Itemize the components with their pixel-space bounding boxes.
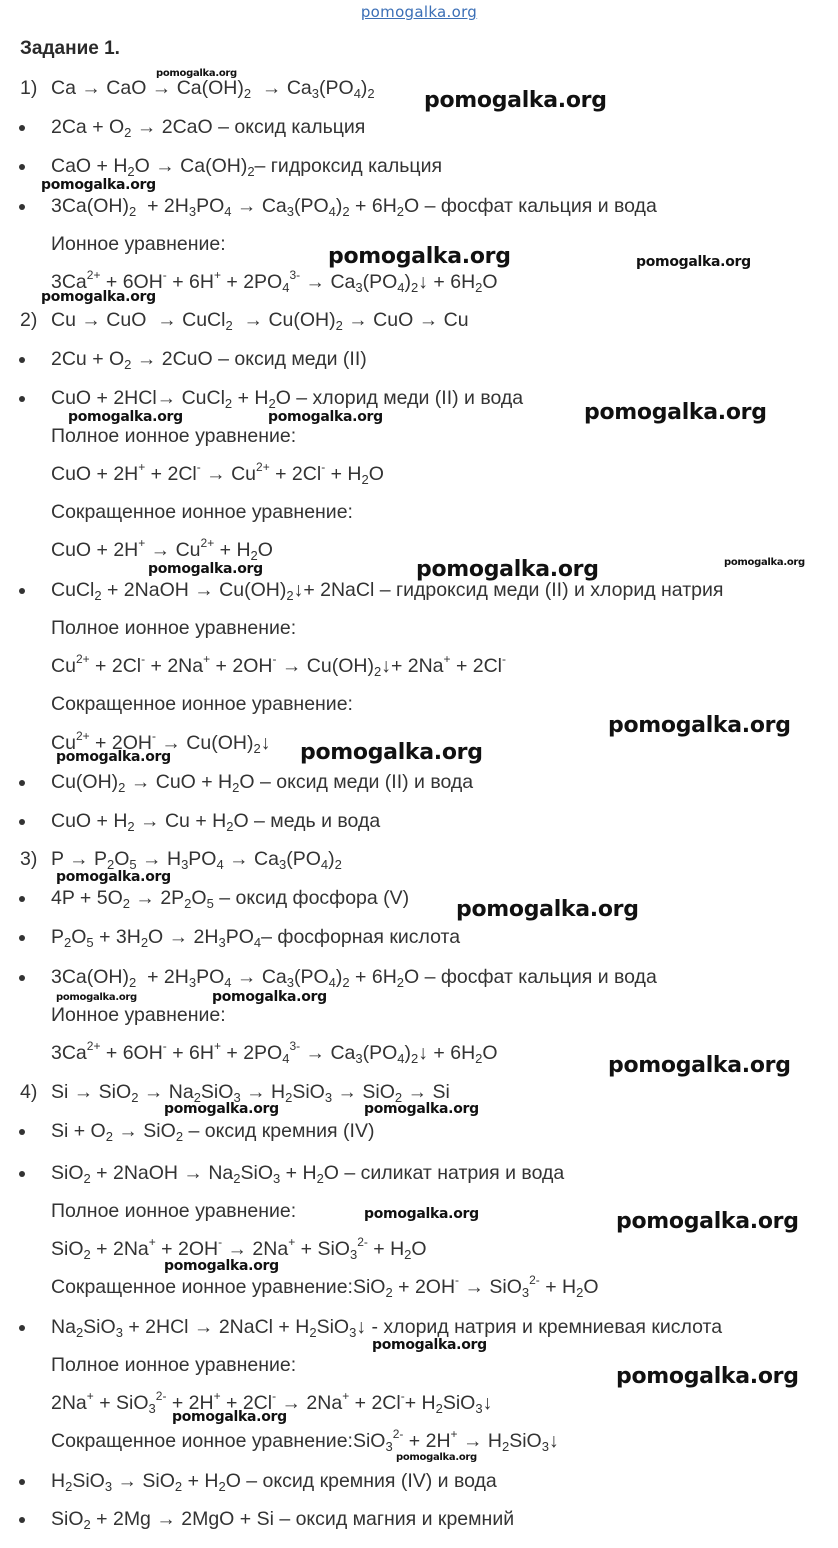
watermark-text: pomogalka.org [56, 749, 171, 765]
bullet [19, 588, 25, 594]
watermark-text: pomogalka.org [616, 1364, 799, 1389]
reaction-line: $Si + O_2 \to SiO_2$ – оксид кремния (IV) [51, 1120, 375, 1144]
watermark-text: pomogalka.org [456, 897, 639, 922]
bullet [19, 396, 25, 402]
bullet [19, 935, 25, 941]
equation-line: Полное ионное уравнение: [51, 1354, 297, 1376]
bullet [19, 1325, 25, 1331]
bullet [19, 819, 25, 825]
bullet [19, 1479, 25, 1485]
chain-line: $P \to P_2O_5 \to H_3PO_4 \to Ca_3(PO_4)_2$ [51, 848, 342, 872]
chain-line: Cu → CuO → CuCl$_2$ → $Cu(OH)_2$ → CuO → Cu [51, 309, 469, 333]
watermark-text: pomogalka.org [608, 1053, 791, 1078]
reaction-line: $2Ca + O_2 \to 2CaO$ – оксид кальция [51, 116, 366, 140]
watermark-text: pomogalka.org [364, 1206, 479, 1222]
reaction-line: $Cu(OH)_2$ → CuO + $H_2O$ – оксид меди (II) и вода [51, 771, 474, 795]
equation-line: Полное ионное уравнение: [51, 617, 297, 639]
watermark-text: pomogalka.org [41, 289, 156, 305]
item-number: 3) [20, 848, 38, 870]
reaction-line: $Na_2SiO_3 + 2HCl$ → 2NaCl + $H_2SiO_3↓$ - хлорид натрия и кремниевая кислота [51, 1316, 723, 1340]
watermark-text: pomogalka.org [616, 1209, 799, 1234]
bullet [19, 1517, 25, 1523]
watermark-text: pomogalka.org [172, 1409, 287, 1425]
bullet [19, 780, 25, 786]
equation-line: Сокращенное ионное уравнение:SiO$_2$ + $2OH^- \to SiO_3^{2-} + H_2O$ [51, 1273, 599, 1300]
equation-line: Сокращенное ионное уравнение:SiO$_3^{2-}$ + $2H^+ \to H_2SiO_3↓$ [51, 1427, 559, 1454]
item-number: 1) [20, 77, 38, 99]
bullet [19, 975, 25, 981]
watermark-text: pomogalka.org [724, 557, 805, 568]
reaction-line: CuCl$_2$ + 2NaOH → $Cu(OH)_2↓+$ 2NaCl – гидроксид меди (II) и хлорид натрия [51, 579, 724, 603]
watermark-text: pomogalka.org [148, 561, 263, 577]
watermark-text: pomogalka.org [608, 713, 791, 738]
watermark-text: pomogalka.org [268, 409, 383, 425]
equation-line: Полное ионное уравнение: [51, 1200, 297, 1222]
site-link[interactable]: pomogalka.org [360, 3, 478, 21]
reaction-line: CaO + $H_2O \to Ca(OH)_2-$ гидроксид кальция [51, 155, 443, 179]
watermark-text: pomogalka.org [164, 1258, 279, 1274]
bullet [19, 357, 25, 363]
equation-line: Сокращенное ионное уравнение: [51, 501, 353, 523]
task-heading: Задание 1. [20, 38, 120, 59]
bullet [19, 1171, 25, 1177]
bullet [19, 204, 25, 210]
watermark-text: pomogalka.org [584, 400, 767, 425]
bullet [19, 1129, 25, 1135]
equation-line: $Cu^{2+} + 2OH^-$ → $Cu(OH)_2↓$ [51, 729, 271, 756]
item-number: 4) [20, 1081, 38, 1103]
watermark-text: pomogalka.org [41, 177, 156, 193]
bullet [19, 125, 25, 131]
watermark-text: pomogalka.org [300, 740, 483, 765]
watermark-text: pomogalka.org [164, 1101, 279, 1117]
equation-line: $SiO_2 + 2Na^+ + 2OH^- \to 2Na^+ + SiO_3^{2-} + H_2O$ [51, 1235, 427, 1262]
equation-line: $3Ca^{2+} + 6OH^- + 6H^+ + 2PO_4^{3-}$ → $Ca_3(PO_4)_2↓ + 6H_2O$ [51, 1039, 498, 1066]
watermark-text: pomogalka.org [396, 1452, 477, 1463]
watermark-text: pomogalka.org [212, 989, 327, 1005]
reaction-line: $3Ca(OH)_2 + 2H_3PO_4 \to Ca_3(PO_4)_2 + 6H_2O$ – фосфат кальция и вода [51, 966, 657, 990]
reaction-line: CuO + 2HCl→ CuCl$_2$ + $H_2O$ – хлорид меди (II) и вода [51, 387, 524, 411]
chain-line: $Si \to SiO_2 \to Na_2SiO_3 \to H_2SiO_3 \to SiO_2 \to Si$ [51, 1081, 450, 1105]
reaction-line: $P_2O_5 + 3H_2O \to 2H_3PO_4-$ фосфорная кислота [51, 926, 461, 950]
reaction-line: CuO + $H_2 \to Cu + H_2O$ – медь и вода [51, 810, 381, 834]
reaction-line: $2Cu + O_2 \to 2CuO$ – оксид меди (II) [51, 348, 367, 372]
equation-line: $2Na^+ + SiO_3^{2-} + 2H^+ + 2Cl^- \to 2Na^+ + 2Cl^-+ H_2SiO_3↓$ [51, 1389, 493, 1416]
reaction-line: SiO$_2$ + 2Mg → 2MgO + Si – оксид магния и кремний [51, 1508, 515, 1532]
watermark-text: pomogalka.org [636, 254, 751, 270]
watermark-text: pomogalka.org [56, 869, 171, 885]
reaction-line: SiO$_2$ + 2NaOH → $Na_2SiO_3 + H_2O$ – силикат натрия и вода [51, 1162, 565, 1186]
watermark-text: pomogalka.org [56, 992, 137, 1003]
bullet [19, 896, 25, 902]
chain-line: Ca → CaO → $Ca(OH)_2 \to Ca_3(PO_4)_2$ [51, 77, 375, 101]
watermark-text: pomogalka.org [328, 244, 511, 269]
equation-line: Ионное уравнение: [51, 1004, 226, 1026]
watermark-text: pomogalka.org [424, 88, 607, 113]
equation-line: $3Ca^{2+} + 6OH^- + 6H^+ + 2PO_4^{3-}$ → $Ca_3(PO_4)_2↓ + 6H_2O$ [51, 268, 498, 295]
equation-line: CuO + $2H^+ \to Cu^{2+} + H_2O$ [51, 536, 273, 563]
equation-line: $Cu^{2+} + 2Cl^- + 2Na^+ + 2OH^-$ → $Cu(OH)_2↓+ 2Na^+ + 2Cl^-$ [51, 652, 507, 679]
item-number: 2) [20, 309, 38, 331]
bullet [19, 164, 25, 170]
watermark-text: pomogalka.org [372, 1337, 487, 1353]
equation-line: Сокращенное ионное уравнение: [51, 693, 353, 715]
reaction-line: $H_2SiO_3 \to SiO_2 + H_2O$ – оксид кремния (IV) и вода [51, 1470, 497, 1494]
watermark-text: pomogalka.org [68, 409, 183, 425]
equation-line: Полное ионное уравнение: [51, 425, 297, 447]
watermark-text: pomogalka.org [156, 68, 237, 79]
watermark-text: pomogalka.org [364, 1101, 479, 1117]
reaction-line: $3Ca(OH)_2 + 2H_3PO_4 \to Ca_3(PO_4)_2 + 6H_2O$ – фосфат кальция и вода [51, 195, 657, 219]
equation-line: CuO + $2H^+ + 2Cl^- \to Cu^{2+} + 2Cl^- + H_2O$ [51, 460, 384, 487]
reaction-line: $4P + 5O_2 \to 2P_2O_5$ – оксид фосфора (V) [51, 887, 410, 911]
watermark-text: pomogalka.org [416, 557, 599, 582]
equation-line: Ионное уравнение: [51, 233, 226, 255]
